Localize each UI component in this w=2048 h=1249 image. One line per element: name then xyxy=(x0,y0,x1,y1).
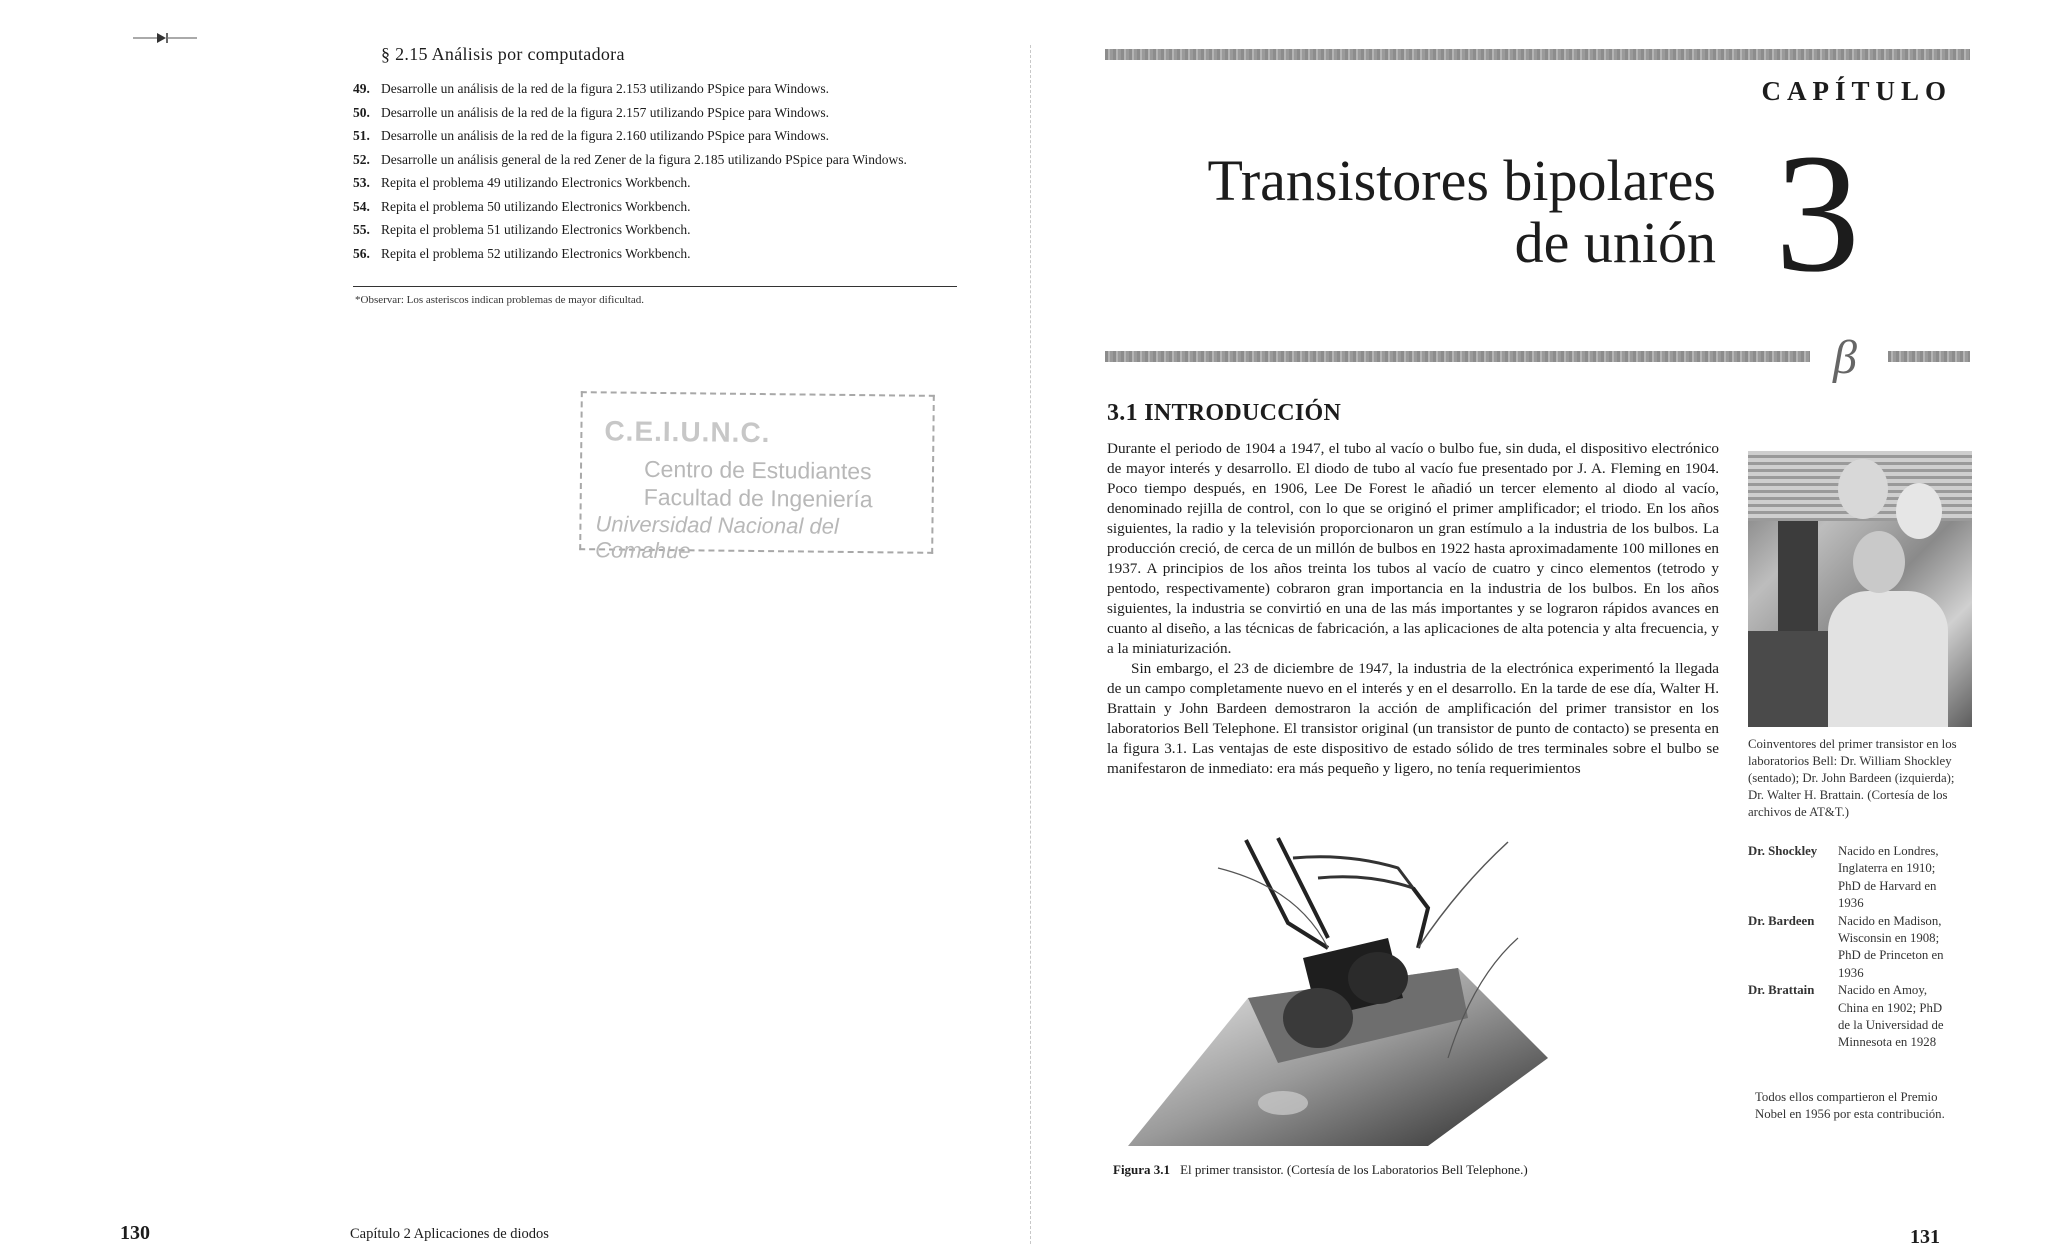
stamp-text: C.E.I.U.N.C. xyxy=(604,415,771,449)
running-footer: Capítulo 2 Aplicaciones de diodos xyxy=(350,1226,549,1242)
inventor-bios xyxy=(1748,843,1978,1052)
page-number-right: 131 xyxy=(1910,1226,1940,1248)
stamp-text: Facultad de Ingeniería xyxy=(643,483,873,513)
beta-icon: β xyxy=(1833,331,1857,384)
section-title: 3.1 INTRODUCCIÓN xyxy=(1107,400,1342,426)
chapter-title xyxy=(1016,150,1716,274)
section-band xyxy=(1105,351,1810,362)
body-text xyxy=(1107,439,1719,779)
chapter-number: 3 xyxy=(1775,119,1860,307)
paragraph: Durante el periodo de 1904 a 1947, el tubo al vacío o bulbo fue, sin duda, el dispositivo electrónico de mayor interés y desarrollo. El diodo de tubo al vacío fue presentado por J. A. Fleming en 1904. Poco tiempo después, en 1906, Lee De Forest le añadió un tercer elemento al diodo al vacío, denominado rejilla de control, con lo que se originó el primer amplificador; el triodo. En los años siguientes, la radio y la televisión proporcionaron un gran estímulo a la industria de los bulbos. La producción creció, de cerca de un millón de bulbos en 1922 hasta aproximadamente 100 millones en 1937. A principios de los años treinta los tubos al vacío de cuatro y cinco elementos (tetrodo y pentodo, respectivamente) cobraron gran importancia en la industria de los bulbos. En los años siguientes, la industria se convirtió en una de las más importantes y se lograron rápidos avances en cuanto al diseño, a las técnicas de fabricación, a las aplicaciones de alta potencia y alta frecuencia, y a la miniaturización. xyxy=(1107,440,1719,657)
problem-item: 50. Desarrolle un análisis de la red de la figura 2.157 utilizando PSpice para Windows. xyxy=(353,104,829,120)
problem-item: 54. Repita el problema 50 utilizando Electronics Workbench. xyxy=(353,198,691,214)
problem-item: 49. Desarrolle un análisis de la red de la figura 2.153 utilizando PSpice para Windows. xyxy=(353,81,829,96)
section-band xyxy=(1888,351,1970,362)
footnote: *Observar: Los asteriscos indican problemas de mayor dificultad. xyxy=(355,294,644,306)
chapter-title-line: de unión xyxy=(1514,210,1716,275)
footnote-divider xyxy=(353,286,957,287)
photo-caption: Coinventores del primer transistor en los laboratorios Bell: Dr. William Shockley (sentado); Dr. John Bardeen (izquierda); Dr. Walter H. Brattain. (Cortesía de los archivos de AT&T.) xyxy=(1748,737,1957,819)
figure-caption xyxy=(1113,1162,1528,1178)
problem-item: 51. Desarrolle un análisis de la red de la figura 2.160 utilizando PSpice para Windows. xyxy=(353,128,829,143)
problem-list xyxy=(353,77,1013,265)
problem-item: 56. Repita el problema 52 utilizando Electronics Workbench. xyxy=(353,245,691,261)
header-band xyxy=(1105,49,1970,60)
paragraph: Sin embargo, el 23 de diciembre de 1947, la industria de la electrónica experimentó la llegada de un campo completamente nuevo en el interés y en el desarrollo. En la tarde de ese día, Walter H. Brattain y John Bardeen demostraron la acción de amplificación del primer transistor en los laboratorios Bell Telephone. El transistor original (un transistor de punto de contacto) se presenta en la figura 3.1. Las ventajas de este dispositivo de estado sólido de tres terminales sobre el bulbo se manifestaron de inmediato: era más pequeño y ligero, no tenía requerimientos xyxy=(1107,660,1719,777)
section-heading: § 2.15 Análisis por computadora xyxy=(381,44,625,64)
stamp-text: Centro de Estudiantes xyxy=(643,455,872,485)
library-stamp xyxy=(579,391,935,564)
bio-item: Dr. Brattain Nacido en Amoy, China en 1902; PhD de la Universidad de Minnesota en 1928 xyxy=(1748,983,1944,1050)
chapter-title-line: Transistores bipolares xyxy=(1207,148,1716,213)
chapter-label: CAPÍTULO xyxy=(1761,76,1952,106)
problem-item: 53. Repita el problema 49 utilizando Electronics Workbench. xyxy=(353,175,691,190)
transistor-figure xyxy=(1128,828,1548,1146)
stamp-text: Universidad Nacional del Comahue xyxy=(595,511,839,564)
diode-icon xyxy=(133,31,197,45)
figure-caption-text: El primer transistor. (Cortesía de los Laboratorios Bell Telephone.) xyxy=(1180,1162,1528,1177)
problem-item: 55. Repita el problema 51 utilizando Electronics Workbench. xyxy=(353,222,691,237)
bio-item: Dr. Shockley Nacido en Londres, Inglaterra en 1910; PhD de Harvard en 1936 xyxy=(1748,844,1939,911)
page-number-left: 130 xyxy=(120,1222,150,1244)
problem-item: 52. Desarrolle un análisis general de la red Zener de la figura 2.185 utilizando PSpice para Windows. xyxy=(353,151,907,167)
bio-item: Dr. Bardeen Nacido en Madison, Wisconsin en 1908; PhD de Princeton en 1936 xyxy=(1748,913,1944,980)
figure-label: Figura 3.1 xyxy=(1113,1162,1171,1177)
nobel-note: Todos ellos compartieron el Premio Nobel en 1956 por esta contribución. xyxy=(1755,1090,1945,1121)
inventors-photo xyxy=(1748,451,1972,727)
